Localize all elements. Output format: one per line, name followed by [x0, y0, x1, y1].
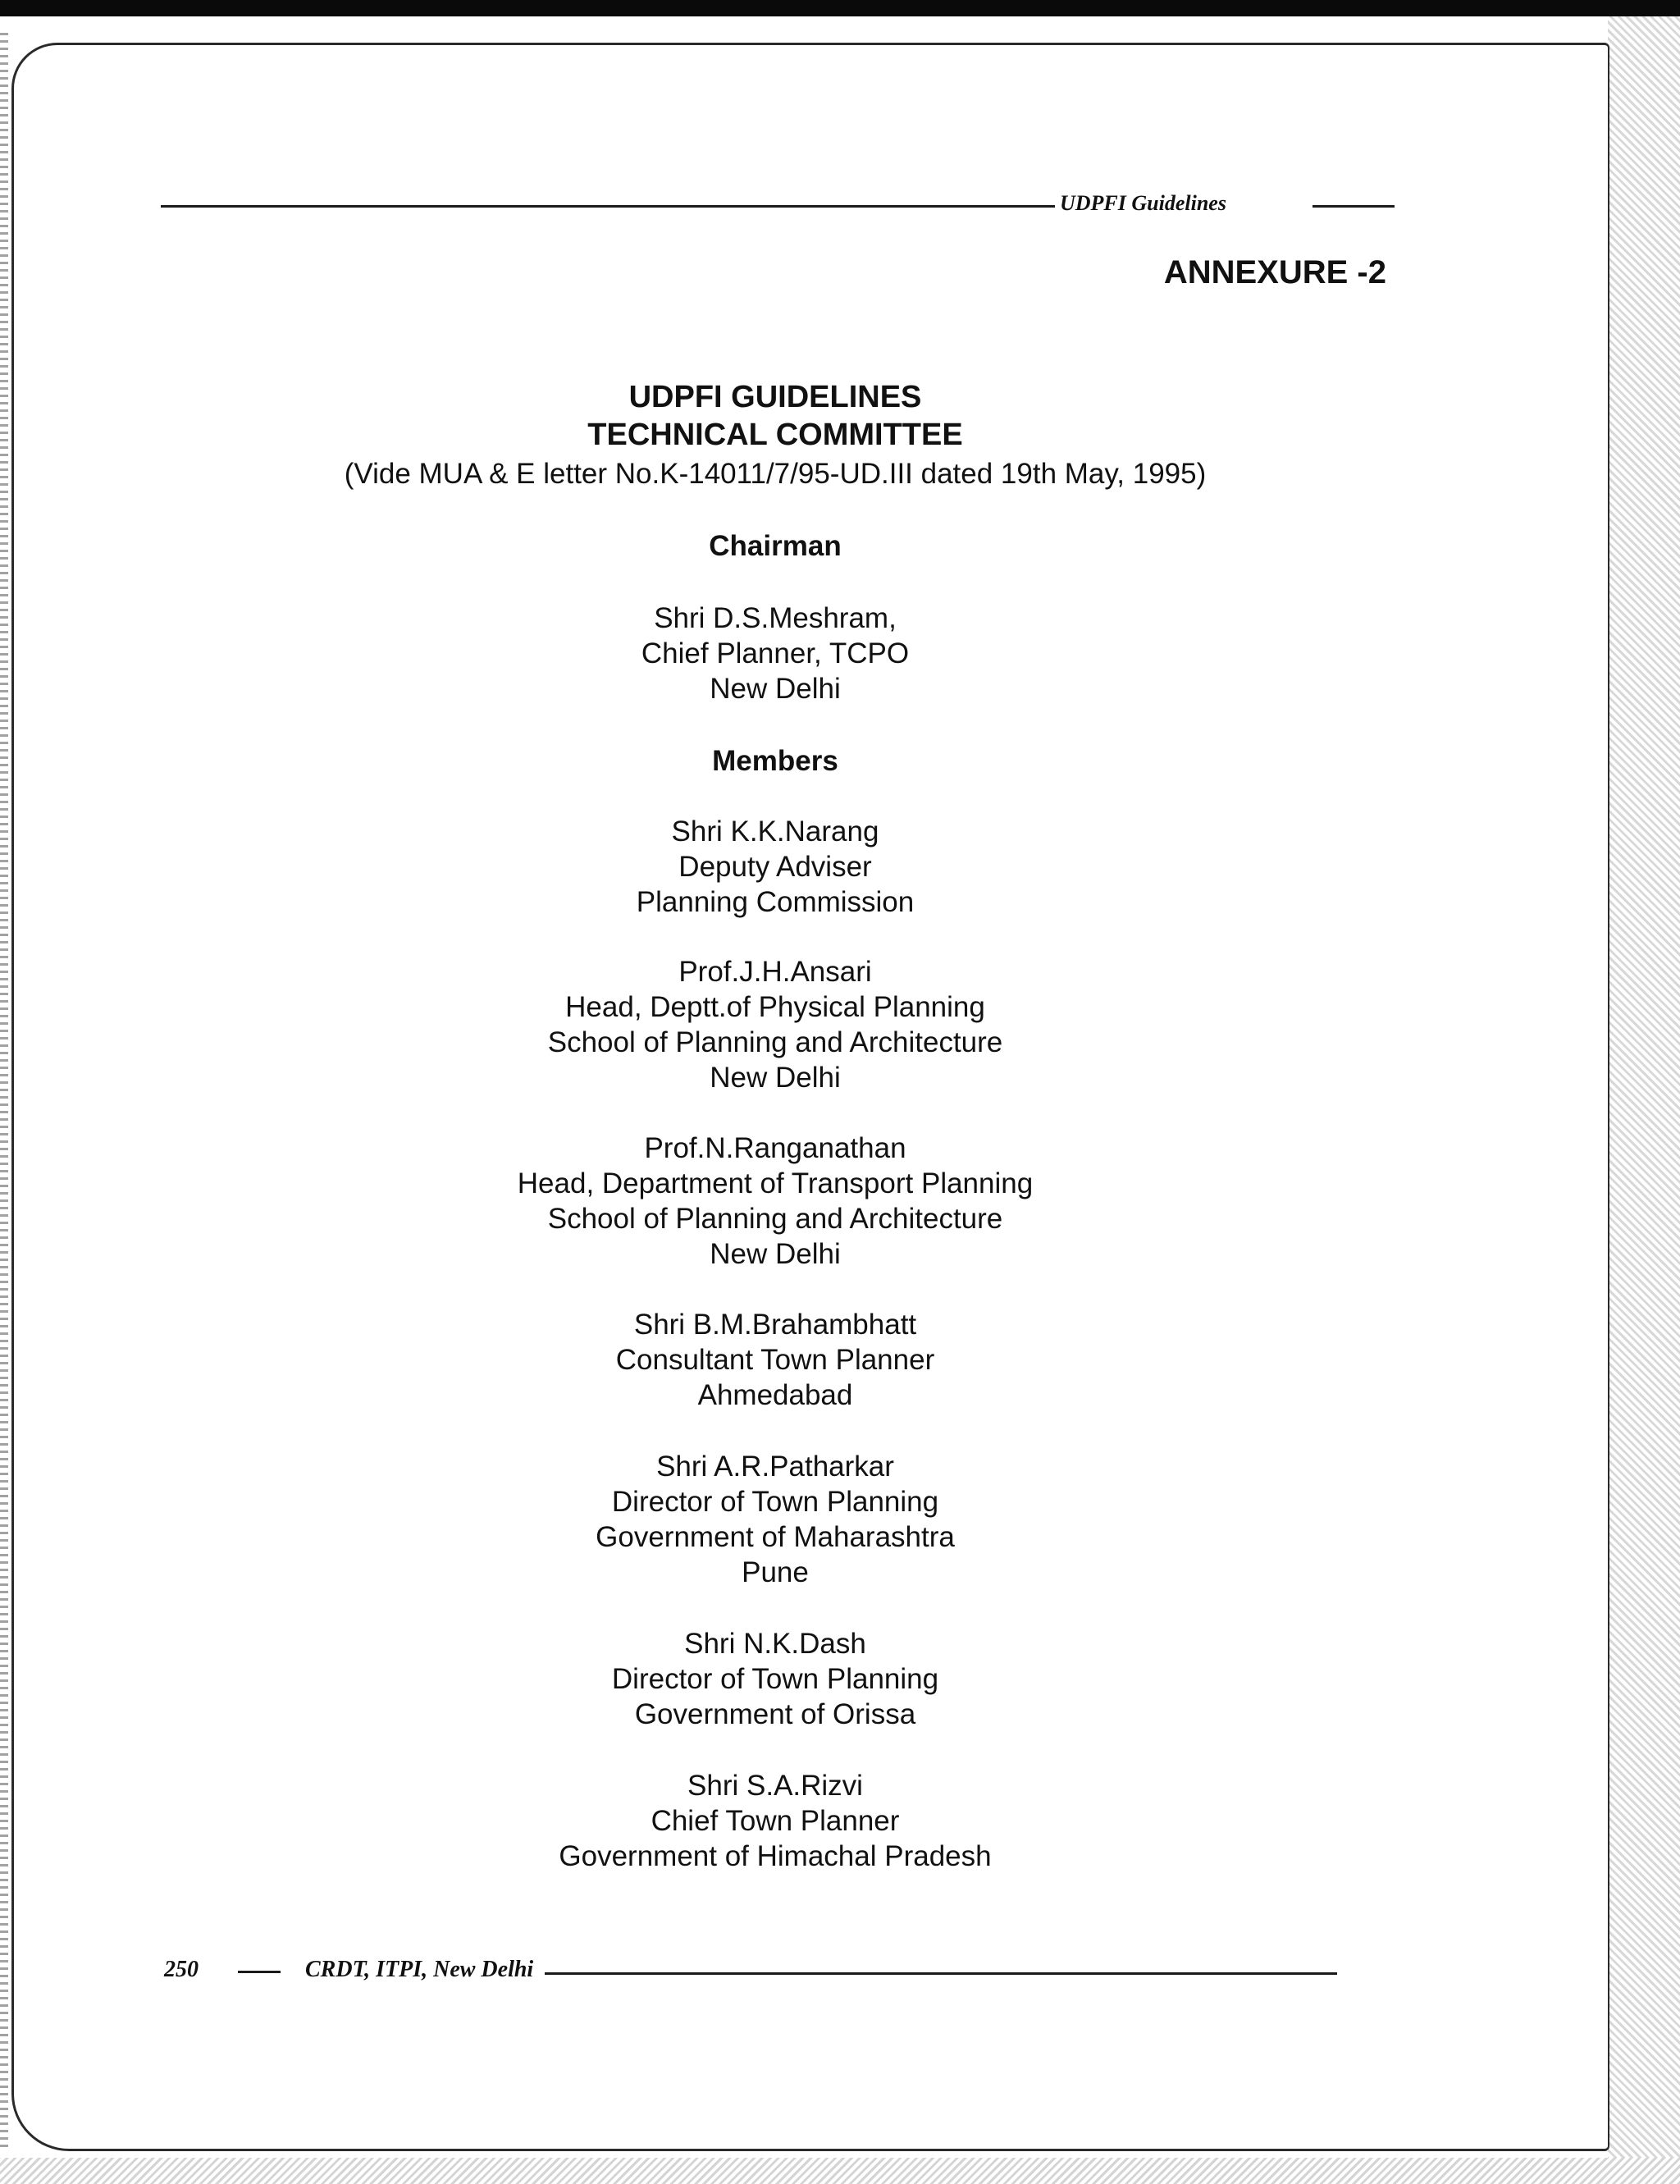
member-line: School of Planning and Architecture: [547, 1203, 1003, 1235]
member-line: Prof.J.H.Ansari: [678, 956, 872, 988]
member-line: Head, Deptt.of Physical Planning: [565, 991, 985, 1023]
members-heading: Members: [712, 745, 838, 777]
member-line: Government of Orissa: [634, 1698, 916, 1730]
chairman-heading: Chairman: [709, 530, 842, 562]
footer-source: CRDT, ITPI, New Delhi: [305, 1957, 534, 1982]
header-rule-left: [161, 205, 1055, 208]
chairman-line: Chief Planner, TCPO: [641, 637, 910, 669]
member-line: Planning Commission: [636, 886, 915, 918]
scan-bottom-noise: [0, 2158, 1680, 2184]
chairman-line: Shri D.S.Meshram,: [654, 602, 897, 634]
member-line: Shri A.R.Patharkar: [656, 1451, 894, 1483]
member-line: Government of Himachal Pradesh: [559, 1840, 992, 1872]
member-line: Deputy Adviser: [678, 851, 872, 883]
running-header-title: UDPFI Guidelines: [1060, 191, 1226, 215]
member-line: School of Planning and Architecture: [547, 1026, 1003, 1058]
member-line: Director of Town Planning: [611, 1663, 939, 1695]
document-subtitle-committee: TECHNICAL COMMITTEE: [587, 418, 963, 452]
member-line: New Delhi: [710, 1238, 841, 1270]
footer-rule: [545, 1972, 1337, 1975]
scan-left-edge: [0, 33, 8, 2150]
document-title: UDPFI GUIDELINES: [628, 380, 922, 414]
member-line: Government of Maharashtra: [596, 1521, 955, 1553]
member-line: Shri S.A.Rizvi: [687, 1770, 863, 1802]
chairman-line: New Delhi: [710, 673, 841, 705]
member-line: Ahmedabad: [697, 1379, 853, 1411]
document-reference: (Vide MUA & E letter No.K-14011/7/95-UD.III dated 19th May, 1995): [344, 458, 1207, 490]
scan-right-noise: [1608, 16, 1680, 2184]
annexure-label: ANNEXURE -2: [1163, 254, 1386, 290]
header-rule-right: [1312, 205, 1395, 208]
scan-top-border: [0, 0, 1680, 16]
member-line: Director of Town Planning: [611, 1486, 939, 1518]
member-line: New Delhi: [710, 1062, 841, 1094]
member-line: Shri B.M.Brahambhatt: [633, 1309, 917, 1341]
member-line: Shri K.K.Narang: [671, 816, 879, 848]
member-line: Shri N.K.Dash: [684, 1628, 866, 1660]
page-number: 250: [164, 1957, 199, 1982]
member-line: Consultant Town Planner: [615, 1344, 935, 1376]
member-line: Chief Town Planner: [651, 1805, 900, 1837]
member-line: Pune: [742, 1556, 809, 1588]
member-line: Prof.N.Ranganathan: [644, 1132, 906, 1164]
footer-dash: [238, 1971, 281, 1973]
member-line: Head, Department of Transport Planning: [517, 1167, 1034, 1199]
